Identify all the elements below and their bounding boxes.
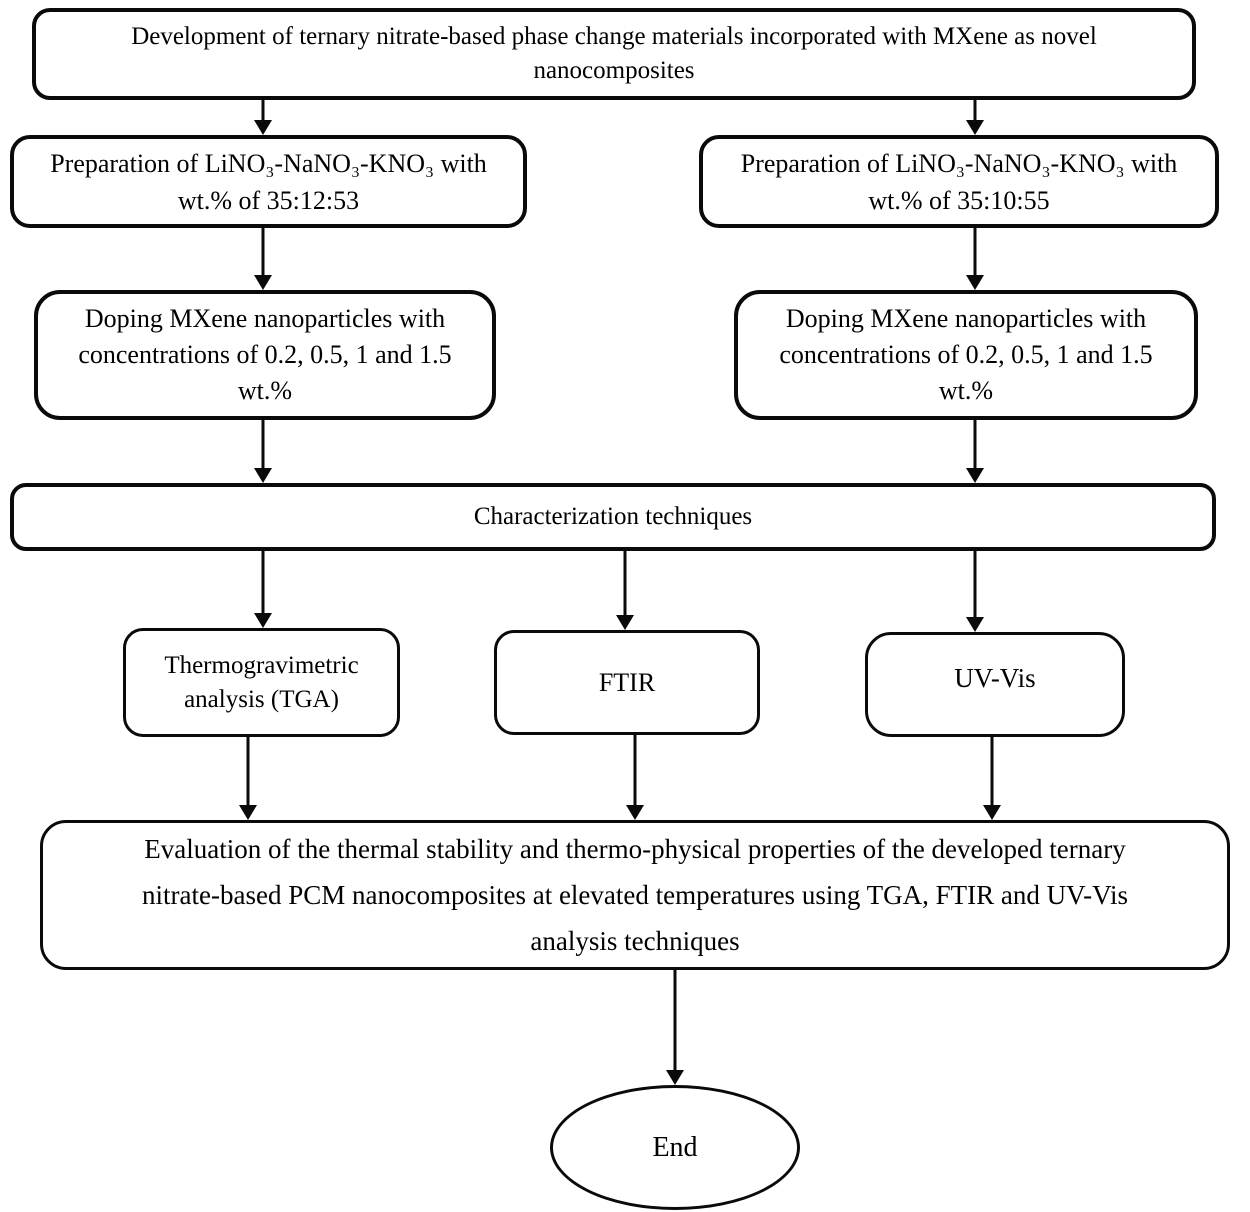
arrow-characterization-to-tga [252, 551, 274, 628]
node-doping-left [34, 290, 496, 420]
node-characterization-techniques [10, 483, 1216, 551]
arrow-tga-to-evaluation [237, 737, 259, 820]
node-evaluation [40, 820, 1230, 970]
node-doping-left-line: Doping MXene nanoparticles with [84, 304, 446, 333]
node-end-terminator [550, 1085, 800, 1210]
node-tga-line: Thermogravimetric [164, 651, 359, 679]
node-tga [123, 628, 400, 737]
node-evaluation-line: Evaluation of the thermal stability and thermo-physical properties of the developed ternary [144, 834, 1126, 864]
arrow-start-to-prep-left [252, 100, 274, 135]
node-doping-right-line: concentrations of 0.2, 0.5, 1 and 1.5 [779, 340, 1153, 369]
arrow-doping-right-to-characterization [964, 420, 986, 483]
node-doping-right-line: wt.% [938, 376, 994, 405]
arrow-characterization-to-uv-vis [964, 551, 986, 632]
node-start-line: Development of ternary nitrate-based phase change materials incorporated with MXene as novel [131, 23, 1097, 50]
node-start-line: nanocomposites [533, 57, 695, 84]
node-ftir [494, 630, 760, 735]
node-doping-right [734, 290, 1198, 420]
arrow-uv-vis-to-evaluation [981, 737, 1003, 820]
node-preparation-right-line: Preparation of LiNO₃-NaNO₃-KNO₃ with [740, 148, 1178, 178]
node-doping-left-line: wt.% [237, 376, 293, 405]
arrow-doping-left-to-characterization [252, 420, 274, 483]
node-evaluation-line: nitrate-based PCM nanocomposites at elevated temperatures using TGA, FTIR and UV-Vis [142, 880, 1128, 910]
node-evaluation-line: analysis techniques [530, 926, 740, 956]
node-doping-right-line: Doping MXene nanoparticles with [785, 304, 1147, 333]
arrow-start-to-prep-right [964, 100, 986, 135]
node-preparation-35-12-53 [10, 135, 527, 228]
arrow-ftir-to-evaluation [624, 735, 646, 820]
node-doping-left-line: concentrations of 0.2, 0.5, 1 and 1.5 [78, 340, 452, 369]
arrow-prep-left-to-doping-left [252, 228, 274, 290]
node-preparation-left-line: Preparation of LiNO₃-NaNO₃-KNO₃ with [50, 148, 487, 178]
node-preparation-35-10-55 [699, 135, 1219, 228]
node-start-development [32, 8, 1196, 100]
node-ftir-label: FTIR [598, 667, 656, 697]
node-uv-vis [865, 632, 1125, 737]
node-preparation-right-line: wt.% of 35:10:55 [868, 185, 1050, 215]
node-preparation-left-line: wt.% of 35:12:53 [177, 185, 360, 215]
node-uv-vis-label: UV-Vis [954, 663, 1036, 693]
arrow-evaluation-to-end [664, 970, 686, 1085]
node-tga-line: analysis (TGA) [184, 685, 339, 713]
arrow-prep-right-to-doping-right [964, 228, 986, 290]
arrow-characterization-to-ftir [614, 551, 636, 630]
node-end-label: End [652, 1131, 698, 1163]
node-characterization-label: Characterization techniques [473, 503, 753, 530]
